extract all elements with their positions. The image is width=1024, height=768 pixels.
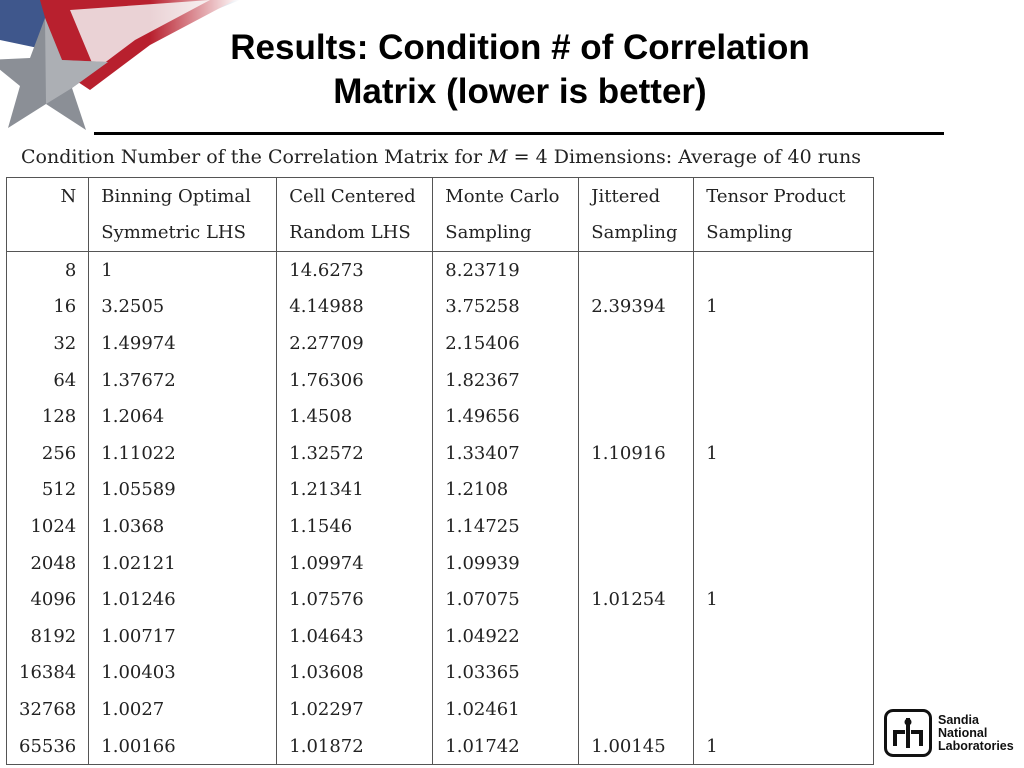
table-caption	[21, 146, 861, 168]
caption-math: M	[488, 146, 508, 168]
cell-binning-optimal-lhs: 1.01246	[89, 581, 277, 618]
cell-n: 8	[7, 252, 89, 289]
cell-n: 64	[7, 362, 89, 399]
header-tensor-line1: Tensor Product	[706, 185, 846, 207]
header-binning-line1: Binning Optimal	[89, 178, 277, 215]
table-row	[7, 618, 873, 655]
title-divider	[94, 132, 944, 135]
table-row	[7, 728, 873, 765]
sandia-logo	[884, 706, 1016, 760]
cell-cell-centered-lhs: 1.09974	[277, 545, 433, 582]
cell-n: 2048	[7, 545, 89, 582]
cell-tensor-product	[694, 618, 873, 655]
cell-binning-optimal-lhs: 1	[89, 252, 277, 289]
cell-cell-centered-lhs: 1.32572	[277, 435, 433, 472]
cell-tensor-product	[694, 508, 873, 545]
cell-jittered: 2.39394	[579, 289, 694, 326]
cell-tensor-product	[694, 362, 873, 399]
cell-jittered	[579, 618, 694, 655]
cell-monte-carlo: 1.33407	[433, 435, 579, 472]
header-binning-line2: Symmetric LHS	[89, 215, 277, 252]
table-row	[7, 289, 873, 326]
cell-monte-carlo: 3.75258	[433, 289, 579, 326]
cell-n: 1024	[7, 508, 89, 545]
cell-binning-optimal-lhs: 1.00403	[89, 655, 277, 692]
header-jittered-line2: Sampling	[579, 215, 694, 252]
cell-cell-centered-lhs: 1.01872	[277, 728, 433, 765]
slide-title	[150, 26, 890, 114]
cell-cell-centered-lhs: 1.21341	[277, 472, 433, 509]
cell-cell-centered-lhs: 1.1546	[277, 508, 433, 545]
table-row	[7, 435, 873, 472]
cell-monte-carlo: 1.2108	[433, 472, 579, 509]
header-monte-carlo-line2: Sampling	[433, 215, 579, 252]
cell-tensor-product: 1	[706, 296, 718, 318]
cell-tensor-product	[694, 655, 873, 692]
title-line-1: Results: Condition # of Correlation	[230, 28, 810, 67]
table-row	[7, 252, 873, 289]
table-row	[7, 362, 873, 399]
header-tensor-line2: Sampling	[694, 215, 873, 252]
cell-tensor-product: 1	[706, 735, 718, 757]
table-row	[7, 691, 873, 728]
cell-tensor-product	[694, 545, 873, 582]
logo-line-3: Laboratories	[938, 738, 1014, 753]
cell-cell-centered-lhs: 14.6273	[277, 252, 433, 289]
cell-n: 32768	[7, 691, 89, 728]
cell-binning-optimal-lhs: 1.00717	[89, 618, 277, 655]
table-row	[7, 508, 873, 545]
cell-cell-centered-lhs: 1.76306	[277, 362, 433, 399]
cell-binning-optimal-lhs: 1.37672	[89, 362, 277, 399]
table-body	[7, 252, 873, 765]
cell-jittered	[579, 252, 694, 289]
cell-monte-carlo: 1.02461	[433, 691, 579, 728]
cell-jittered	[579, 655, 694, 692]
results-table-container	[6, 177, 874, 765]
cell-tensor-product	[694, 472, 873, 509]
cell-binning-optimal-lhs: 1.11022	[89, 435, 277, 472]
header-cell-centered-line2: Random LHS	[277, 215, 433, 252]
cell-monte-carlo: 1.14725	[433, 508, 579, 545]
caption-suffix: = 4 Dimensions: Average of 40 runs	[507, 146, 862, 168]
cell-n: 65536	[7, 728, 89, 765]
cell-jittered	[579, 691, 694, 728]
cell-monte-carlo: 8.23719	[433, 252, 579, 289]
cell-n: 16384	[7, 655, 89, 692]
cell-monte-carlo: 1.49656	[433, 398, 579, 435]
cell-binning-optimal-lhs: 1.05589	[89, 472, 277, 509]
header-n: N	[7, 178, 89, 215]
cell-binning-optimal-lhs: 1.2064	[89, 398, 277, 435]
logo-line-2: National	[938, 725, 988, 740]
cell-cell-centered-lhs: 1.04643	[277, 618, 433, 655]
cell-n: 512	[7, 472, 89, 509]
cell-monte-carlo: 1.82367	[433, 362, 579, 399]
cell-binning-optimal-lhs: 1.0027	[89, 691, 277, 728]
table-row	[7, 545, 873, 582]
cell-cell-centered-lhs: 1.03608	[277, 655, 433, 692]
cell-jittered: 1.01254	[579, 581, 694, 618]
sandia-thunderbird-icon	[884, 709, 932, 757]
header-jittered-line1: Jittered	[579, 178, 694, 215]
table-header	[7, 178, 873, 252]
cell-tensor-product	[694, 398, 873, 435]
cell-n: 8192	[7, 618, 89, 655]
cell-jittered: 1.00145	[579, 728, 694, 765]
logo-line-1: Sandia	[938, 712, 979, 727]
cell-n: 16	[7, 289, 89, 326]
caption-prefix: Condition Number of the Correlation Matrix for	[21, 146, 489, 168]
cell-tensor-product	[694, 252, 873, 289]
cell-monte-carlo: 1.04922	[433, 618, 579, 655]
table-row	[7, 581, 873, 618]
table-row	[7, 472, 873, 509]
cell-binning-optimal-lhs: 1.00166	[89, 728, 277, 765]
header-row-1	[7, 178, 873, 215]
cell-binning-optimal-lhs: 1.49974	[89, 325, 277, 362]
header-n-line2	[7, 215, 89, 252]
cell-monte-carlo: 1.07075	[433, 581, 579, 618]
cell-tensor-product: 1	[706, 442, 718, 464]
cell-cell-centered-lhs: 2.27709	[277, 325, 433, 362]
results-table	[7, 178, 873, 764]
cell-cell-centered-lhs: 4.14988	[277, 289, 433, 326]
table-row	[7, 398, 873, 435]
cell-tensor-product	[694, 691, 873, 728]
cell-binning-optimal-lhs: 1.0368	[89, 508, 277, 545]
header-monte-carlo-line1: Monte Carlo	[433, 178, 579, 215]
cell-jittered: 1.10916	[579, 435, 694, 472]
cell-monte-carlo: 1.01742	[433, 728, 579, 765]
cell-jittered	[579, 508, 694, 545]
cell-tensor-product	[694, 325, 873, 362]
cell-jittered	[579, 472, 694, 509]
cell-monte-carlo: 1.09939	[433, 545, 579, 582]
cell-n: 4096	[7, 581, 89, 618]
cell-binning-optimal-lhs: 3.2505	[89, 289, 277, 326]
cell-n: 256	[7, 435, 89, 472]
header-row-2	[7, 215, 873, 252]
title-line-2: Matrix (lower is better)	[333, 72, 707, 111]
cell-jittered	[579, 398, 694, 435]
cell-monte-carlo: 1.03365	[433, 655, 579, 692]
table-row	[7, 325, 873, 362]
cell-jittered	[579, 545, 694, 582]
header-cell-centered-line1: Cell Centered	[277, 178, 433, 215]
cell-cell-centered-lhs: 1.07576	[277, 581, 433, 618]
sandia-wordmark	[938, 714, 1014, 753]
cell-cell-centered-lhs: 1.02297	[277, 691, 433, 728]
cell-tensor-product: 1	[706, 589, 718, 611]
cell-jittered	[579, 325, 694, 362]
cell-monte-carlo: 2.15406	[433, 325, 579, 362]
cell-jittered	[579, 362, 694, 399]
cell-cell-centered-lhs: 1.4508	[277, 398, 433, 435]
cell-binning-optimal-lhs: 1.02121	[89, 545, 277, 582]
cell-n: 128	[7, 398, 89, 435]
table-row	[7, 655, 873, 692]
cell-n: 32	[7, 325, 89, 362]
